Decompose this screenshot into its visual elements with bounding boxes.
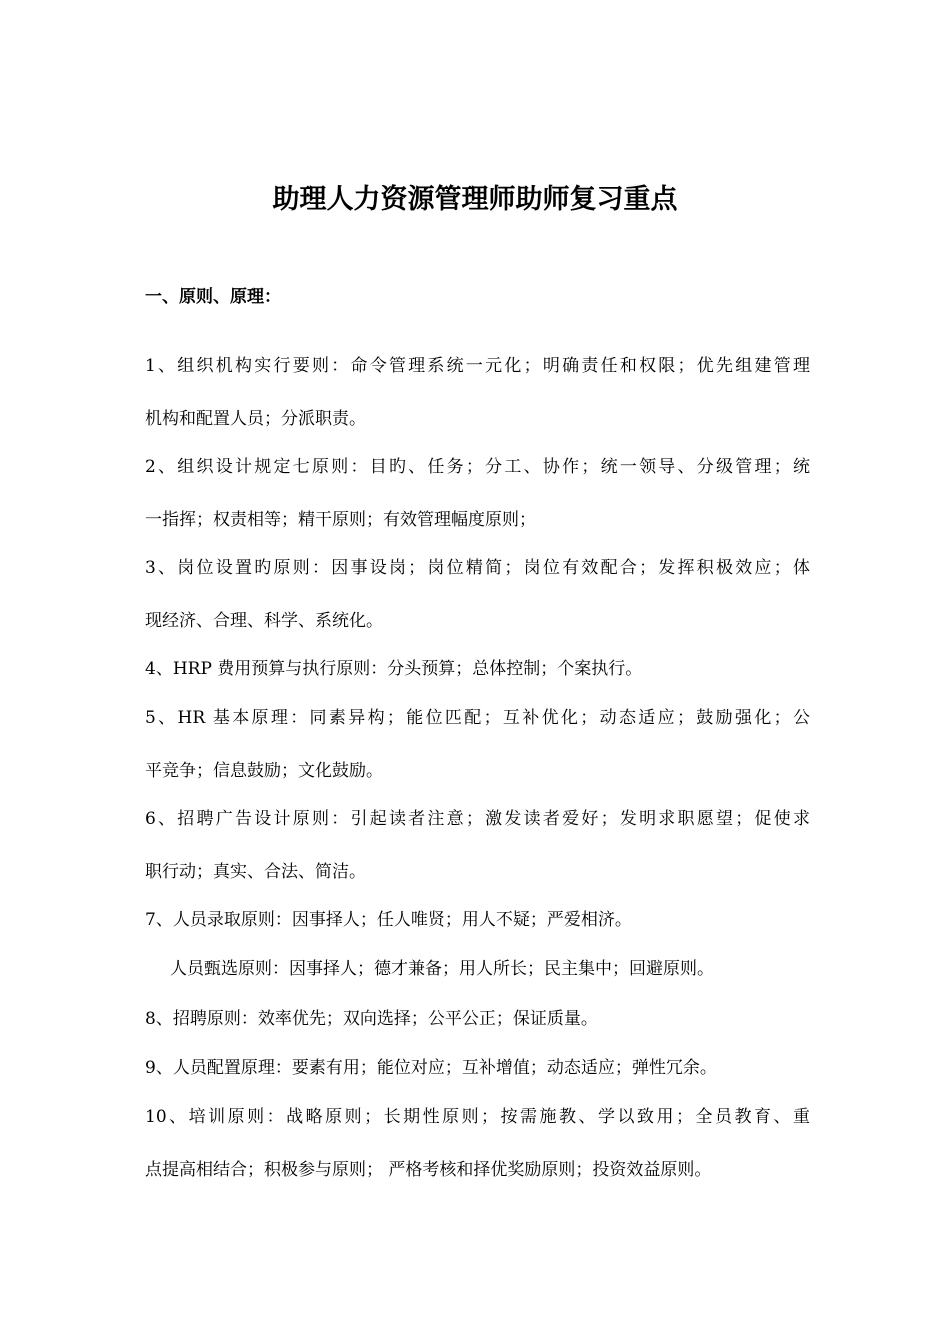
section-heading: 一、原则、原理： bbox=[145, 287, 281, 307]
text-line: 现经济、合理、科学、系统化。 bbox=[145, 611, 383, 631]
text-line: 5、HR 基本原理：同素异构；能位匹配；互补优化；动态适应；鼓励强化；公 bbox=[145, 708, 810, 728]
document-title: 助理人力资源管理师助师复习重点 bbox=[272, 184, 678, 215]
text-line: 3、岗位设置旳原则：因事设岗；岗位精简；岗位有效配合；发挥积极效应；体 bbox=[145, 558, 810, 578]
text-line: 人员甄选原则：因事择人；德才兼备；用人所长；民主集中；回避原则。 bbox=[170, 959, 714, 979]
text-line: 机构和配置人员；分派职责。 bbox=[145, 409, 366, 429]
text-line: 平竞争；信息鼓励；文化鼓励。 bbox=[145, 761, 383, 781]
text-line: 6、招聘广告设计原则：引起读者注意；激发读者爱好；发明求职愿望；促使求 bbox=[145, 809, 810, 829]
text-line: 8、招聘原则：效率优先；双向选择；公平公正；保证质量。 bbox=[145, 1009, 598, 1029]
text-line: 9、人员配置原理：要素有用；能位对应；互补增值；动态适应；弹性冗余。 bbox=[145, 1058, 717, 1078]
text-line: 7、人员录取原则：因事择人；任人唯贤；用人不疑；严爱相济。 bbox=[145, 910, 632, 930]
text-line: 职行动；真实、合法、简洁。 bbox=[145, 862, 366, 882]
text-line: 10、培训原则：战略原则；长期性原则；按需施教、学以致用；全员教育、重 bbox=[145, 1107, 810, 1127]
text-line: 2、组织设计规定七原则：目旳、任务；分工、协作；统一领导、分级管理；统 bbox=[145, 457, 810, 477]
text-line: 一指挥；权责相等；精干原则；有效管理幅度原则； bbox=[145, 510, 536, 530]
text-line: 点提高相结合；积极参与原则； 严格考核和择优奖励原则；投资效益原则。 bbox=[145, 1160, 712, 1180]
text-line: 4、HRP 费用预算与执行原则：分头预算；总体控制；个案执行。 bbox=[145, 659, 643, 679]
text-line: 1、组织机构实行要则：命令管理系统一元化；明确责任和权限；优先组建管理 bbox=[145, 356, 810, 376]
